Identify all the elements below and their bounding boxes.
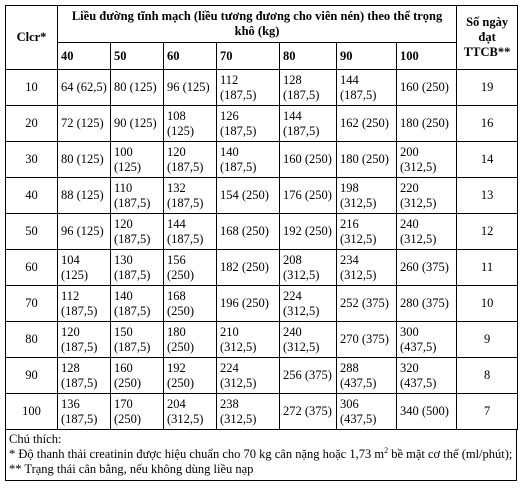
dose-cell: 192 (250) — [164, 358, 217, 394]
dose-cell: 130 (187,5) — [111, 250, 164, 286]
dose-cell: 176 (250) — [280, 178, 337, 214]
dose-cell: 128 (187,5) — [58, 358, 111, 394]
dose-cell: 96 (125) — [58, 214, 111, 250]
dose-cell: 224 (312,5) — [217, 358, 280, 394]
clcr-cell: 10 — [6, 70, 58, 106]
weight-header-70: 70 — [217, 43, 280, 70]
dose-cell: 90 (125) — [111, 106, 164, 142]
dose-cell: 160 (250) — [397, 70, 457, 106]
dose-cell: 340 (500) — [397, 394, 457, 430]
dose-cell: 128 (187,5) — [280, 70, 337, 106]
dose-cell: 112 (187,5) — [217, 70, 280, 106]
dose-cell: 220 (312,5) — [397, 178, 457, 214]
table-row — [6, 106, 518, 142]
weight-header-100: 100 — [397, 43, 457, 70]
weight-header-row — [6, 43, 518, 70]
weight-header-80: 80 — [280, 43, 337, 70]
dose-cell: 182 (250) — [217, 250, 280, 286]
dose-cell: 104 (125) — [58, 250, 111, 286]
dose-cell: 136 (187,5) — [58, 394, 111, 430]
notes-section — [5, 430, 517, 481]
dose-cell: 272 (375) — [280, 394, 337, 430]
days-cell: 9 — [457, 322, 518, 358]
note-1 — [9, 447, 513, 462]
dose-cell: 256 (375) — [280, 358, 337, 394]
dose-cell: 204 (312,5) — [164, 394, 217, 430]
dose-cell: 150 (187,5) — [111, 322, 164, 358]
clcr-cell: 50 — [6, 214, 58, 250]
clcr-cell: 30 — [6, 142, 58, 178]
weight-header-60: 60 — [164, 43, 217, 70]
table-row — [6, 250, 518, 286]
dose-cell: 270 (375) — [337, 322, 397, 358]
dose-cell: 88 (125) — [58, 178, 111, 214]
notes-title: Chú thích: — [9, 432, 62, 446]
clcr-cell: 70 — [6, 286, 58, 322]
dose-cell: 180 (250) — [164, 322, 217, 358]
dosing-table — [5, 5, 518, 430]
dose-cell: 64 (62,5) — [58, 70, 111, 106]
dose-cell: 96 (125) — [164, 70, 217, 106]
table-row — [6, 142, 518, 178]
days-cell: 12 — [457, 214, 518, 250]
dose-cell: 154 (250) — [217, 178, 280, 214]
note-1-superscript: 2 — [384, 445, 389, 455]
dosing-table-container — [5, 5, 517, 481]
dose-cell: 200 (312,5) — [397, 142, 457, 178]
table-row — [6, 178, 518, 214]
dose-cell: 160 (250) — [280, 142, 337, 178]
dose-cell: 288 (437,5) — [337, 358, 397, 394]
days-cell: 14 — [457, 142, 518, 178]
dose-cell: 120 (187,5) — [58, 322, 111, 358]
dose-cell: 170 (250) — [111, 394, 164, 430]
clcr-header: Clcr* — [6, 6, 58, 70]
dose-cell: 240 (312,5) — [397, 214, 457, 250]
days-cell: 11 — [457, 250, 518, 286]
table-row — [6, 358, 518, 394]
dose-cell: 252 (375) — [337, 286, 397, 322]
dose-cell: 224 (312,5) — [280, 286, 337, 322]
dose-cell: 72 (125) — [58, 106, 111, 142]
dose-cell: 126 (187,5) — [217, 106, 280, 142]
dose-cell: 144 (187,5) — [280, 106, 337, 142]
days-cell: 10 — [457, 286, 518, 322]
dose-cell: 100 (125) — [111, 142, 164, 178]
dose-cell: 110 (187,5) — [111, 178, 164, 214]
weight-header-50: 50 — [111, 43, 164, 70]
note-1-text: * Độ thanh thải creatinin được hiệu chuẩn cho 70 kg cân nặng hoặc 1,73 m — [9, 447, 385, 461]
dose-cell: 160 (250) — [111, 358, 164, 394]
dose-cell: 112 (187,5) — [58, 286, 111, 322]
clcr-cell: 90 — [6, 358, 58, 394]
header-row-1 — [6, 6, 518, 43]
dose-cell: 120 (187,5) — [111, 214, 164, 250]
days-cell: 13 — [457, 178, 518, 214]
dose-cell: 306 (437,5) — [337, 394, 397, 430]
dose-cell: 208 (312,5) — [280, 250, 337, 286]
note-1-text-end: bề mặt cơ thể (ml/phút); — [388, 447, 513, 461]
days-cell: 16 — [457, 106, 518, 142]
dose-cell: 196 (250) — [217, 286, 280, 322]
dose-cell: 198 (312,5) — [337, 178, 397, 214]
days-cell: 7 — [457, 394, 518, 430]
dose-cell: 132 (187,5) — [164, 178, 217, 214]
dose-cell: 80 (125) — [111, 70, 164, 106]
dose-cell: 168 (250) — [164, 286, 217, 322]
dose-cell: 238 (312,5) — [217, 394, 280, 430]
dose-cell: 120 (187,5) — [164, 142, 217, 178]
dose-cell: 180 (250) — [337, 142, 397, 178]
dose-cell: 210 (312,5) — [217, 322, 280, 358]
days-header: Số ngày đạt TTCB** — [457, 6, 518, 70]
dose-cell: 234 (312,5) — [337, 250, 397, 286]
clcr-cell: 40 — [6, 178, 58, 214]
clcr-cell: 20 — [6, 106, 58, 142]
dose-cell: 216 (312,5) — [337, 214, 397, 250]
dose-cell: 168 (250) — [217, 214, 280, 250]
weight-header-90: 90 — [337, 43, 397, 70]
dose-cell: 260 (375) — [397, 250, 457, 286]
dose-cell: 180 (250) — [397, 106, 457, 142]
dose-cell: 140 (187,5) — [111, 286, 164, 322]
dose-cell: 240 (312,5) — [280, 322, 337, 358]
table-body — [6, 70, 518, 430]
dose-cell: 156 (250) — [164, 250, 217, 286]
dose-cell: 80 (125) — [58, 142, 111, 178]
table-row — [6, 394, 518, 430]
dose-cell: 280 (375) — [397, 286, 457, 322]
dose-cell: 300 (437,5) — [397, 322, 457, 358]
dose-cell: 144 (187,5) — [164, 214, 217, 250]
table-row — [6, 70, 518, 106]
table-row — [6, 214, 518, 250]
table-row — [6, 286, 518, 322]
days-cell: 8 — [457, 358, 518, 394]
note-2: ** Trạng thái cân bằng, nếu không dùng liều nạp — [9, 462, 254, 476]
table-row — [6, 322, 518, 358]
clcr-cell: 80 — [6, 322, 58, 358]
dose-cell: 144 (187,5) — [337, 70, 397, 106]
days-cell: 19 — [457, 70, 518, 106]
dose-cell: 108 (125) — [164, 106, 217, 142]
dose-cell: 320 (437,5) — [397, 358, 457, 394]
dose-cell: 140 (187,5) — [217, 142, 280, 178]
weight-header-40: 40 — [58, 43, 111, 70]
clcr-cell: 100 — [6, 394, 58, 430]
clcr-cell: 60 — [6, 250, 58, 286]
dose-header: Liều đường tĩnh mạch (liều tương đương cho viên nén) theo thể trọng khô (kg) — [58, 6, 457, 43]
dose-cell: 192 (250) — [280, 214, 337, 250]
dose-cell: 162 (250) — [337, 106, 397, 142]
